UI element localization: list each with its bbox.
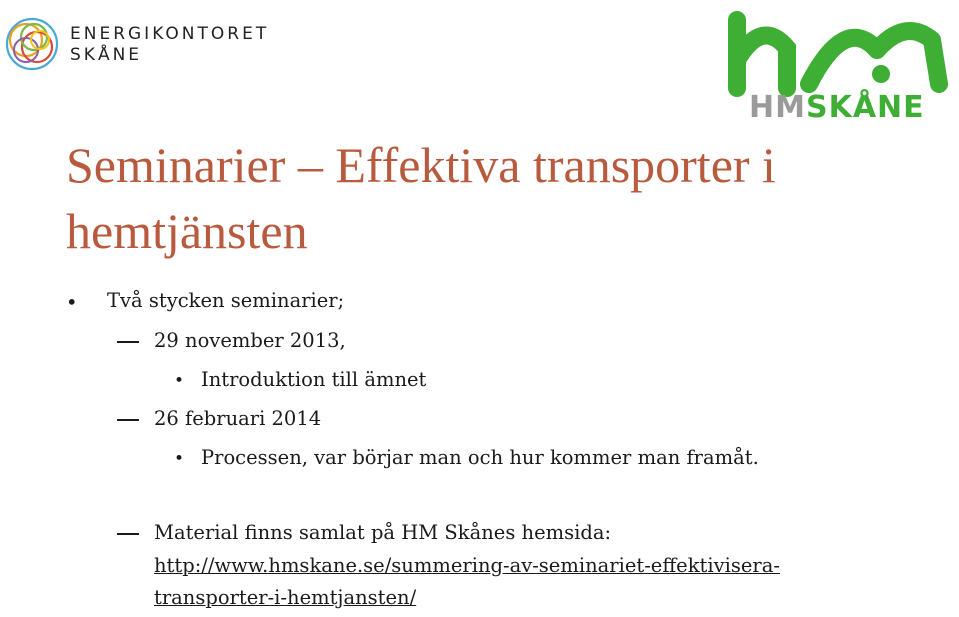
- hm-skane-logo: [727, 0, 959, 132]
- hemsida-link-continued[interactable]: transporter-i-hemtjansten/: [154, 586, 417, 609]
- dash-icon: [117, 533, 139, 535]
- hm-logo-text-gray: HM: [749, 90, 806, 125]
- content-item-1-1: 29 november 2013,: [154, 329, 346, 352]
- bullet-icon: •: [174, 449, 185, 469]
- slide-title: Seminarier – Effektiva transporter i hemtjänsten: [66, 137, 776, 259]
- content-item-1-2-1: Processen, var börjar man och hur kommer man framåt.: [201, 446, 759, 469]
- energikontoret-logo: [4, 12, 270, 72]
- bullet-icon: •: [66, 291, 78, 314]
- content-item-2: Material finns samlat på HM Skånes hemsida:: [154, 521, 612, 544]
- content-item-1-2: 26 februari 2014: [154, 407, 322, 430]
- dash-icon: [117, 419, 139, 421]
- hm-logo-mark-icon: [727, 0, 959, 100]
- hm-logo-text-green: SKÅNE: [805, 90, 925, 125]
- bullet-icon: •: [174, 371, 185, 391]
- content-item-1: Två stycken seminarier;: [107, 289, 345, 312]
- energikontoret-circles-icon: [4, 16, 60, 72]
- energikontoret-brand-text: [70, 24, 269, 66]
- hm-skane-logo-text: [749, 92, 925, 124]
- dash-icon: [117, 341, 139, 343]
- hemsida-link-line-1: [154, 551, 780, 581]
- brand-line-2: SKÅNE: [70, 45, 143, 65]
- hemsida-link[interactable]: http://www.hmskane.se/summering-av-seminariet-effektivisera-: [154, 554, 780, 577]
- content-item-1-1-1: Introduktion till ämnet: [201, 368, 427, 391]
- brand-line-1: ENERGIKONTORET: [70, 24, 270, 44]
- hemsida-link-line-2: [154, 583, 416, 613]
